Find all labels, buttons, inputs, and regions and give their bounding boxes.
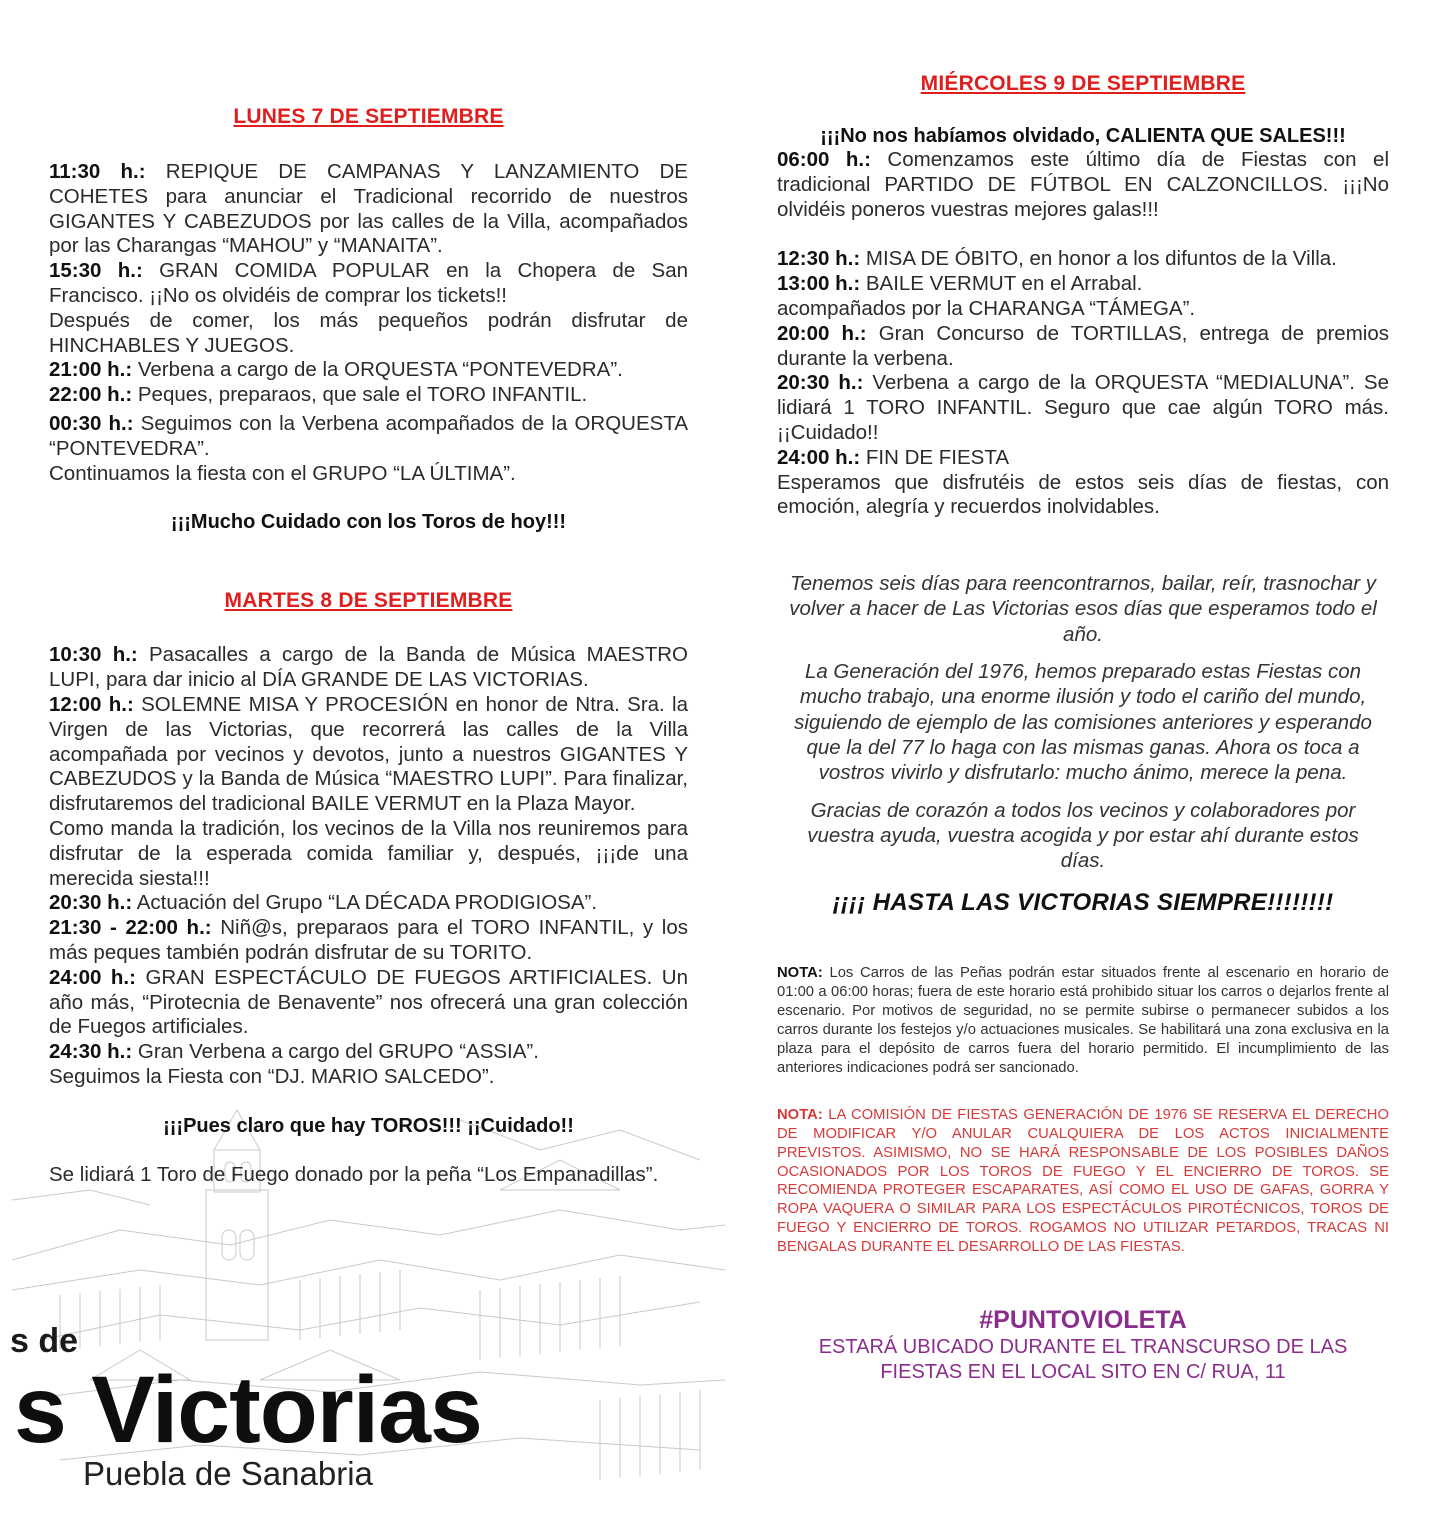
left-column (49, 100, 688, 1188)
wednesday-item: 24:00 h.: FIN DE FIESTA (777, 445, 1009, 469)
monday-item: 21:00 h.: Verbena a cargo de la ORQUESTA “PONTEVEDRA”. (49, 358, 623, 382)
tuesday-item: 20:30 h.: Actuación del Grupo “LA DÉCADA PRODIGIOSA”. (49, 891, 598, 915)
monday-warning: ¡¡¡Mucho Cuidado con los Toros de hoy!!! (170, 511, 567, 534)
monday-item: 22:00 h.: Peques, preparaos, que sale el TORO INFANTIL. (49, 383, 588, 407)
tuesday-title: MARTES 8 DE SEPTIEMBRE (224, 589, 513, 613)
tuesday-item: 21:30 - 22:00 h.: Niñ@s, preparaos para el TORO INFANTIL, y los más peques también podrán disfrutar de su TORITO. (49, 916, 688, 964)
tuesday-item: 12:00 h.: SOLEMNE MISA Y PROCESIÓN en honor de Ntra. Sra. la Virgen de las Victorias, que recorrerá las calles de la Villa acompañada por vecinos y devotos, junto a nuestros GIGANTES Y CABEZUDOS y la Banda de Música “MAESTRO LUPI”. Para finalizar, disfrutaremos del tradicional BAILE VERMUT en la Plaza Mayor. (49, 692, 689, 816)
tuesday-after: Se lidiará 1 Toro de Fuego donado por la peña “Los Empanadillas”. (49, 1162, 659, 1186)
tuesday-item: 10:30 h.: Pasacalles a cargo de la Banda de Música MAESTRO LUPI, para dar inicio al DÍA GRANDE DE LAS VICTORIAS. (49, 643, 689, 692)
monday-item: Continuamos la fiesta con el GRUPO “LA ÚLTIMA”. (49, 461, 516, 485)
wednesday-title: MIÉRCOLES 9 DE SEPTIEMBRE (920, 72, 1246, 95)
monday-item: 11:30 h.: REPIQUE DE CAMPANAS Y LANZAMIENTO DE COHETES para anunciar el Tradicional recorrido de nuestros GIGANTES Y CABEZUDOS por las calles de la Villa, acompañados por las Charangas “MAHOU” y “MANAITA”. (49, 160, 688, 258)
wednesday-item: 06:00 h.: Comenzamos este último día de Fiestas con el tradicional PARTIDO DE FÚTBOL EN CALZONCILLOS. ¡¡¡No olvidéis poneros vuestras mejores galas!!! (777, 148, 1390, 221)
wednesday-item: 20:30 h.: Verbena a cargo de la ORQUESTA “MEDIALUNA”. Se lidiará 1 TORO INFANTIL. Seguro que cae algún TORO más. ¡¡Cuidado!! (777, 371, 1389, 444)
message-paragraph: La Generación del 1976, hemos preparado estas Fiestas con mucho trabajo, una enorme ilusión y todo el cariño del mundo, siguiendo de ejemplo de las comisiones anteriores y esperando que la del 77 lo haga con las mismas ganas. Ahora os toca a vostros vivirlo y disfrutarlo: mucho ánimo, merece la pena. (794, 660, 1372, 785)
message-paragraph: Gracias de corazón a todos los vecinos y colaboradores por vuestra ayuda, vuestra acogida y por estar ahí durante estos días. (807, 798, 1359, 873)
brand-title: s Victorias (14, 1357, 482, 1463)
monday-item: 15:30 h.: GRAN COMIDA POPULAR en la Chopera de San Francisco. ¡¡No os olvidéis de comprar los tickets!! (49, 259, 689, 307)
punto-violeta-title: #PUNTOVIOLETA (979, 1306, 1187, 1335)
tuesday-warning: ¡¡¡Pues claro que hay TOROS!!! ¡¡Cuidado!! (163, 1114, 574, 1137)
tuesday-item: Seguimos la Fiesta con “DJ. MARIO SALCEDO”. (49, 1064, 495, 1088)
message-paragraph: Tenemos seis días para reencontrarnos, bailar, reír, trasnochar y volver a hacer de Las Victorias esos días que esperamos todo el año. (789, 572, 1377, 646)
tuesday-item: 24:30 h.: Gran Verbena a cargo del GRUPO “ASSIA”. (49, 1040, 539, 1064)
punto-violeta-text: ESTARÁ UBICADO DURANTE EL TRANSCURSO DE LAS FIESTAS EN EL LOCAL SITO EN C/ RUA, 11 (818, 1336, 1348, 1384)
slogan: ¡¡¡¡ HASTA LAS VICTORIAS SIEMPRE!!!!!!!! (832, 889, 1334, 917)
wednesday-item: acompañados por la CHARANGA “TÁMEGA”. (777, 296, 1196, 320)
wednesday-intro: ¡¡¡No nos habíamos olvidado, CALIENTA QUE SALES!!! (820, 125, 1346, 147)
tuesday-item: Como manda la tradición, los vecinos de la Villa nos reuniremos para disfrutar de la esperada comida familiar y, después, ¡¡¡de una merecida siesta!!! (49, 816, 688, 890)
wednesday-item: 13:00 h.: BAILE VERMUT en el Arrabal. (777, 272, 1143, 296)
monday-item: Después de comer, los más pequeños podrán disfrutar de HINCHABLES Y JUEGOS. (49, 308, 688, 357)
brand-small-text: s de (10, 1322, 79, 1360)
wednesday-item: 20:00 h.: Gran Concurso de TORTILLAS, entrega de premios durante la verbena. (777, 321, 1389, 370)
note-carts: NOTA: Los Carros de las Peñas podrán estar situados frente al escenario en horario de 01:00 a 06:00 horas; fuera de este horario está prohibido situar los carros o dejarlos frente al escenario. Por motivos de seguridad, no se permite subirse o permanecer subidos a los carros durante los festejos y/o actuaciones musicales. Se habilitará una zona exclusiva en la plaza para el depósito de carros fuera del horario permitido. El incumplimiento de las anteriores indicaciones podrá ser sancionado. (777, 965, 1389, 1076)
right-column (777, 67, 1389, 1385)
wednesday-item: 12:30 h.: MISA DE ÓBITO, en honor a los difuntos de la Villa. (777, 247, 1337, 271)
note-commission: NOTA: LA COMISIÓN DE FIESTAS GENERACIÓN DE 1976 SE RESERVA EL DERECHO DE MODIFICAR Y/O ANULAR CUALQUIERA DE LOS ACTOS INICIALMENTE PREVISTOS. ASIMISMO, NO SE HARÁ RESPONSABLE DE LOS POSIBLES DAÑOS OCASIONADOS POR LOS TOROS DE FUEGO Y EL ENCIERRO DE TOROS. SE RECOMIENDA PROTEGER ESCAPARATES, ASÍ COMO EL USO DE GAFAS, GORRA Y ROPA VAQUERA O SIMILAR PARA LOS ESPECTÁCULOS PIROTÉCNICOS, TOROS DE FUEGO Y ENCIERRO DE TOROS. ROGAMOS NO UTILIZAR PETARDOS, TRACAS NI BENGALAS DURANTE EL DESARROLLO DE LAS FIESTAS. (777, 1106, 1389, 1256)
tuesday-item: 24:00 h.: GRAN ESPECTÁCULO DE FUEGOS ARTIFICIALES. Un año más, “Pirotecnia de Benavente” nos ofrecerá una gran colección de Fuegos artificiales. (49, 965, 689, 1039)
brand-subtitle: Puebla de Sanabria (83, 1455, 373, 1492)
monday-item: 00:30 h.: Seguimos con la Verbena acompañados de la ORQUESTA “PONTEVEDRA”. (49, 411, 688, 460)
monday-title: LUNES 7 DE SEPTIEMBRE (233, 105, 504, 128)
wednesday-item: Esperamos que disfrutéis de estos seis días de fiestas, con emoción, alegría y recuerdos inolvidables. (777, 470, 1389, 519)
